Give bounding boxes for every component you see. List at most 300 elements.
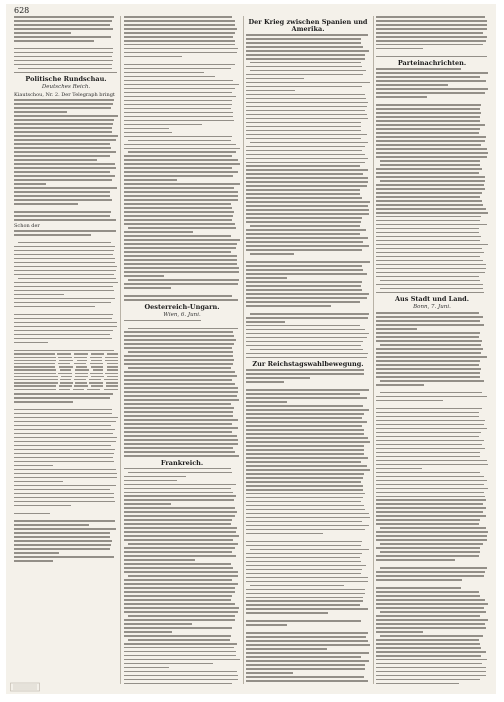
text-line	[376, 140, 485, 142]
text-line	[246, 477, 363, 479]
text-line	[14, 556, 114, 558]
text-line	[380, 180, 485, 182]
text-line	[124, 435, 237, 437]
table-cell	[14, 360, 56, 361]
table-cell	[91, 366, 103, 367]
text-line	[124, 251, 231, 253]
text-line	[376, 192, 482, 194]
text-line	[376, 659, 487, 661]
text-line	[14, 465, 53, 467]
text-line	[376, 368, 481, 370]
text-line	[124, 375, 237, 377]
text-line	[246, 265, 362, 267]
table-cell	[87, 389, 100, 390]
text-line	[124, 579, 232, 581]
text-line	[246, 513, 369, 515]
text-line	[128, 351, 233, 353]
text-line	[246, 277, 287, 279]
table-row	[14, 357, 118, 358]
text-line	[14, 107, 111, 109]
text-line	[124, 567, 233, 569]
text-line	[14, 552, 59, 554]
text-line	[124, 235, 231, 237]
text-line	[376, 276, 479, 278]
text-line	[124, 68, 231, 70]
text-line	[246, 449, 364, 451]
text-line	[380, 288, 483, 290]
text-line	[124, 132, 172, 134]
text-line	[376, 124, 485, 126]
text-line	[124, 108, 231, 110]
text-line	[14, 270, 116, 272]
text-line	[246, 377, 310, 379]
text-line	[14, 282, 118, 284]
text-line	[124, 683, 232, 684]
text-line	[376, 196, 480, 198]
text-line	[376, 428, 487, 430]
text-line	[124, 100, 232, 102]
text-line	[376, 228, 479, 230]
text-line	[128, 615, 235, 617]
text-line	[14, 40, 94, 42]
table-cell	[57, 353, 71, 354]
text-line	[124, 199, 238, 201]
text-line	[246, 78, 304, 80]
table-row	[14, 369, 118, 370]
table-cell	[74, 363, 86, 364]
text-line	[14, 147, 111, 149]
text-line	[14, 493, 114, 495]
table-cell	[104, 389, 118, 390]
text-line	[124, 679, 238, 681]
text-line	[14, 266, 117, 268]
article-phrase: Schon der	[14, 222, 40, 229]
text-line	[376, 360, 480, 362]
text-line	[246, 604, 360, 606]
section-heading: Frankreich.	[160, 458, 204, 467]
text-line	[376, 599, 485, 601]
table-row	[14, 385, 118, 386]
text-line	[376, 336, 479, 338]
text-line	[246, 289, 362, 291]
column-1	[14, 16, 118, 684]
text-line	[376, 56, 487, 58]
text-line	[376, 104, 481, 106]
text-line	[124, 443, 238, 445]
text-line	[124, 243, 237, 245]
text-line	[376, 492, 484, 494]
text-line	[376, 260, 483, 262]
text-line	[124, 484, 236, 486]
text-line	[376, 472, 480, 474]
text-line	[124, 379, 232, 381]
text-line	[124, 112, 233, 114]
text-line	[376, 176, 485, 178]
text-line	[128, 140, 231, 142]
text-line	[376, 156, 487, 158]
text-line	[376, 559, 455, 561]
text-line	[246, 656, 361, 658]
text-line	[376, 575, 484, 577]
text-line	[246, 150, 362, 152]
text-line	[376, 448, 485, 450]
text-line	[246, 445, 364, 447]
text-line	[14, 254, 113, 256]
text-line	[124, 419, 238, 421]
text-line	[376, 468, 422, 470]
text-line	[124, 144, 236, 146]
text-line	[246, 405, 363, 407]
text-line	[376, 436, 479, 438]
text-line	[246, 433, 364, 435]
text-line	[124, 187, 234, 189]
text-line	[376, 172, 479, 174]
text-line	[246, 593, 365, 595]
text-line	[376, 316, 483, 318]
text-line	[376, 44, 483, 46]
text-line	[376, 452, 480, 454]
text-line	[376, 639, 479, 641]
text-line	[376, 488, 488, 490]
text-line	[246, 461, 361, 463]
text-line	[246, 110, 365, 112]
text-line	[246, 565, 366, 567]
text-line	[380, 160, 480, 162]
text-line	[376, 440, 484, 442]
text-line	[376, 496, 485, 498]
text-line	[14, 215, 110, 217]
text-line	[246, 221, 361, 223]
text-line	[376, 619, 488, 621]
text-line	[124, 175, 233, 177]
text-line	[246, 261, 370, 263]
text-line	[128, 543, 238, 545]
text-line	[124, 36, 233, 38]
text-line	[376, 372, 480, 374]
text-line	[14, 532, 110, 534]
text-line	[128, 367, 231, 369]
text-line	[124, 96, 236, 98]
text-line	[124, 283, 238, 285]
text-line	[246, 114, 367, 116]
text-line	[246, 102, 368, 104]
text-line	[380, 280, 480, 282]
text-line	[376, 116, 480, 118]
text-line	[376, 320, 480, 322]
text-line	[124, 76, 215, 78]
text-line	[246, 597, 363, 599]
text-line	[124, 219, 232, 221]
text-line	[246, 581, 368, 583]
text-line	[14, 489, 110, 491]
text-line	[376, 511, 483, 513]
text-line	[246, 353, 368, 355]
text-line	[124, 451, 235, 453]
text-line	[376, 631, 423, 633]
text-line	[376, 292, 484, 294]
text-line	[246, 162, 365, 164]
text-line	[380, 527, 486, 529]
text-line	[246, 213, 369, 215]
text-line	[124, 603, 235, 605]
text-line	[14, 195, 110, 197]
text-line	[376, 675, 486, 677]
text-line	[380, 164, 480, 166]
text-line	[246, 485, 363, 487]
text-line	[14, 258, 115, 260]
text-line	[376, 136, 486, 138]
text-line	[246, 229, 366, 231]
text-line	[376, 284, 483, 286]
text-line	[124, 339, 236, 341]
text-line	[250, 70, 366, 72]
text-line	[124, 643, 237, 645]
text-line	[376, 144, 481, 146]
text-line	[124, 92, 232, 94]
text-line	[14, 441, 116, 443]
text-line	[14, 548, 110, 550]
column-3	[246, 16, 370, 684]
text-line	[124, 320, 201, 322]
text-line	[124, 231, 193, 233]
text-line	[14, 211, 111, 213]
text-line	[246, 197, 362, 199]
text-line	[124, 203, 231, 205]
text-line	[124, 148, 240, 150]
text-line	[246, 122, 361, 124]
table-cell	[59, 366, 73, 367]
text-line	[14, 167, 116, 169]
text-line	[376, 184, 484, 186]
text-line	[124, 519, 232, 521]
text-line	[14, 48, 113, 50]
text-line	[14, 230, 116, 232]
text-line	[124, 607, 239, 609]
text-line	[14, 171, 110, 173]
text-line	[246, 241, 363, 243]
text-line	[124, 44, 235, 46]
text-line	[376, 68, 461, 70]
text-line	[246, 620, 361, 622]
text-line	[376, 384, 424, 386]
text-line	[128, 279, 239, 281]
text-line	[124, 343, 234, 345]
text-line	[124, 495, 236, 497]
text-line	[14, 417, 118, 419]
text-line	[14, 330, 113, 332]
text-line	[246, 86, 362, 88]
text-line	[376, 615, 480, 617]
text-line	[246, 205, 368, 207]
text-line	[246, 285, 361, 287]
text-line	[124, 555, 236, 557]
table-cell	[14, 382, 58, 383]
text-line	[246, 321, 285, 323]
text-line	[246, 42, 361, 44]
text-line	[246, 245, 369, 247]
text-line	[376, 396, 487, 398]
text-line	[376, 128, 480, 130]
table-cell	[105, 360, 118, 361]
text-line	[246, 106, 367, 108]
text-line	[376, 627, 486, 629]
text-line	[376, 400, 443, 402]
text-line	[246, 668, 365, 670]
text-line	[14, 520, 115, 522]
table-cell	[14, 353, 55, 354]
text-line	[246, 525, 369, 527]
text-line	[246, 509, 365, 511]
text-line	[14, 286, 113, 288]
text-line	[14, 334, 110, 336]
text-line	[376, 507, 486, 509]
text-line	[124, 423, 232, 425]
text-line	[14, 560, 53, 562]
text-line	[376, 647, 481, 649]
text-line	[376, 523, 479, 525]
table-row	[14, 373, 118, 374]
table-cell	[106, 382, 118, 383]
text-line	[14, 409, 112, 411]
library-stamp-icon	[10, 682, 40, 692]
table-row	[14, 360, 118, 361]
text-line	[14, 306, 95, 308]
text-line	[376, 456, 480, 458]
column-rule	[120, 16, 121, 684]
text-line	[246, 660, 369, 662]
text-line	[14, 64, 112, 66]
text-line	[14, 274, 114, 276]
text-line	[14, 115, 118, 117]
text-line	[246, 345, 361, 347]
text-line	[376, 252, 484, 254]
text-line	[124, 355, 233, 357]
table-cell	[14, 363, 55, 364]
text-line	[246, 541, 362, 543]
text-line	[124, 183, 240, 185]
text-line	[376, 444, 482, 446]
text-line	[124, 675, 238, 677]
text-line	[376, 484, 484, 486]
text-line	[376, 420, 485, 422]
text-line	[246, 305, 331, 307]
text-line	[14, 290, 114, 292]
text-line	[376, 460, 487, 462]
text-line	[124, 587, 235, 589]
text-line	[376, 200, 482, 202]
text-line	[124, 267, 239, 269]
table-cell	[74, 357, 87, 358]
text-line	[250, 585, 344, 587]
text-line	[124, 623, 192, 625]
text-line	[14, 52, 113, 54]
text-line	[376, 519, 480, 521]
text-line	[246, 325, 360, 327]
text-line	[124, 299, 238, 301]
text-line	[14, 397, 110, 399]
text-line	[124, 32, 235, 34]
text-line	[376, 416, 479, 418]
text-line	[124, 411, 233, 413]
text-line	[246, 165, 360, 167]
text-line	[376, 571, 485, 573]
text-line	[380, 611, 486, 613]
text-line	[376, 655, 481, 657]
text-line	[376, 623, 485, 625]
text-line	[250, 225, 360, 227]
text-line	[124, 179, 177, 181]
table-cell	[91, 353, 104, 354]
text-line	[376, 547, 480, 549]
text-line	[124, 667, 169, 669]
text-line	[246, 293, 369, 295]
text-line	[14, 151, 116, 153]
table-cell	[59, 389, 70, 390]
text-line	[246, 401, 287, 403]
text-line	[124, 431, 232, 433]
text-line	[380, 635, 483, 637]
text-line	[14, 477, 117, 479]
text-line	[14, 72, 117, 74]
text-line	[14, 322, 117, 324]
table-cell	[75, 373, 88, 374]
text-line	[128, 472, 232, 474]
text-line	[124, 619, 235, 621]
table-row	[14, 379, 118, 380]
text-line	[124, 155, 232, 157]
text-line	[14, 203, 78, 205]
text-line	[14, 298, 115, 300]
text-line	[14, 342, 48, 344]
text-line	[376, 92, 485, 94]
text-line	[246, 54, 365, 56]
text-line	[376, 96, 427, 98]
table-cell	[14, 369, 56, 370]
text-line	[14, 473, 117, 475]
text-line	[14, 326, 117, 328]
text-line	[246, 393, 360, 395]
text-line	[376, 663, 482, 665]
table-cell	[76, 366, 87, 367]
text-line	[124, 255, 237, 257]
text-line	[124, 191, 238, 193]
text-line	[246, 421, 367, 423]
text-line	[14, 111, 67, 113]
text-line	[250, 62, 361, 64]
text-line	[14, 56, 112, 58]
text-line	[376, 643, 480, 645]
text-line	[246, 297, 367, 299]
text-line	[124, 399, 239, 401]
text-line	[246, 169, 368, 171]
text-line	[18, 242, 111, 244]
text-line	[376, 587, 461, 589]
text-line	[14, 485, 116, 487]
text-line	[124, 511, 237, 513]
text-line	[376, 208, 486, 210]
text-line	[14, 302, 111, 304]
text-line	[124, 124, 202, 126]
text-line	[246, 154, 365, 156]
text-line	[124, 651, 236, 653]
text-line	[124, 515, 235, 517]
text-line	[124, 595, 232, 597]
text-line	[376, 603, 488, 605]
text-line	[124, 415, 233, 417]
text-line	[250, 313, 369, 315]
text-line	[246, 66, 362, 68]
text-line	[246, 369, 364, 371]
